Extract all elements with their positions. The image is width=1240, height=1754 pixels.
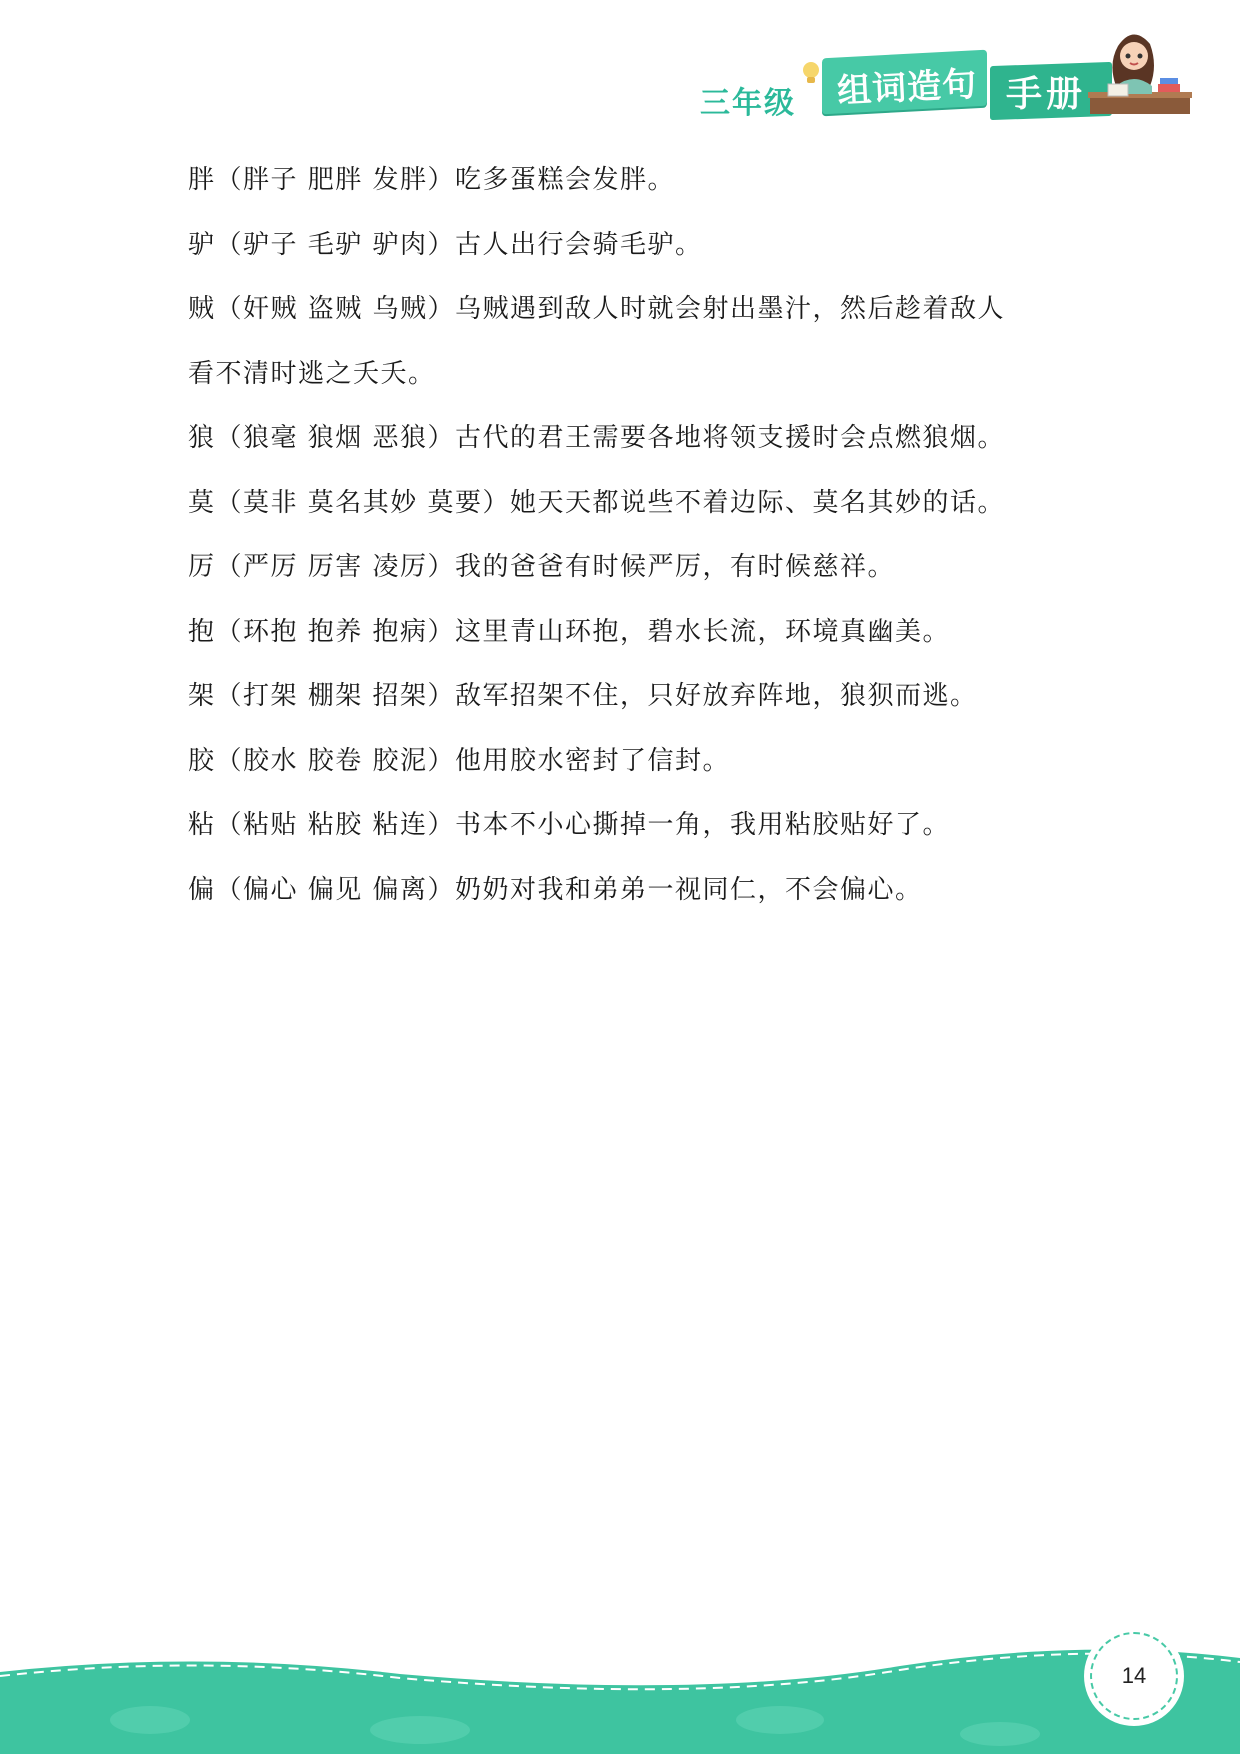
entry-line: 贼（奸贼 盗贼 乌贼）乌贼遇到敌人时就会射出墨汁，然后趁着敌人 xyxy=(188,294,1006,324)
entry-line: 莫（莫非 莫名其妙 莫要）她天天都说些不着边际、莫名其妙的话。 xyxy=(188,487,1006,518)
title-part1: 组词造句 xyxy=(836,64,979,112)
grade-label: 三年级 xyxy=(700,86,796,121)
title-part2: 手册 xyxy=(1006,74,1087,115)
entry-line: 厉（严厉 厉害 凌厉）我的爸爸有时候严厉，有时候慈祥。 xyxy=(188,552,896,582)
page-number: 14 xyxy=(1121,1663,1147,1688)
girl-illustration-icon xyxy=(1088,26,1198,116)
entry-line-continued: 看不清时逃之夭夭。 xyxy=(188,358,436,389)
entry-line: 胖（胖子 肥胖 发胖）吃多蛋糕会发胖。 xyxy=(188,165,676,195)
entry-line: 胶（胶水 胶卷 胶泥）他用胶水密封了信封。 xyxy=(188,745,731,776)
entry-line: 粘（粘贴 粘胶 粘连）书本不小心撕掉一角，我用粘胶贴好了。 xyxy=(188,810,951,840)
entry-line: 狼（狼毫 狼烟 恶狼）古代的君王需要各地将领支援时会点燃狼烟。 xyxy=(188,423,1006,453)
entry-line: 架（打架 棚架 招架）敌军招架不住，只好放弃阵地，狼狈而逃。 xyxy=(188,681,978,711)
footer-wave xyxy=(0,1610,1240,1754)
entry-line: 偏（偏心 偏见 偏离）奶奶对我和弟弟一视同仁，不会偏心。 xyxy=(188,874,923,905)
entry-line: 驴（驴子 毛驴 驴肉）古人出行会骑毛驴。 xyxy=(188,229,703,260)
entry-line: 抱（环抱 抱养 抱病）这里青山环抱，碧水长流，环境真幽美。 xyxy=(188,616,951,647)
entry-list xyxy=(188,148,1088,922)
header-banner xyxy=(690,26,1210,126)
